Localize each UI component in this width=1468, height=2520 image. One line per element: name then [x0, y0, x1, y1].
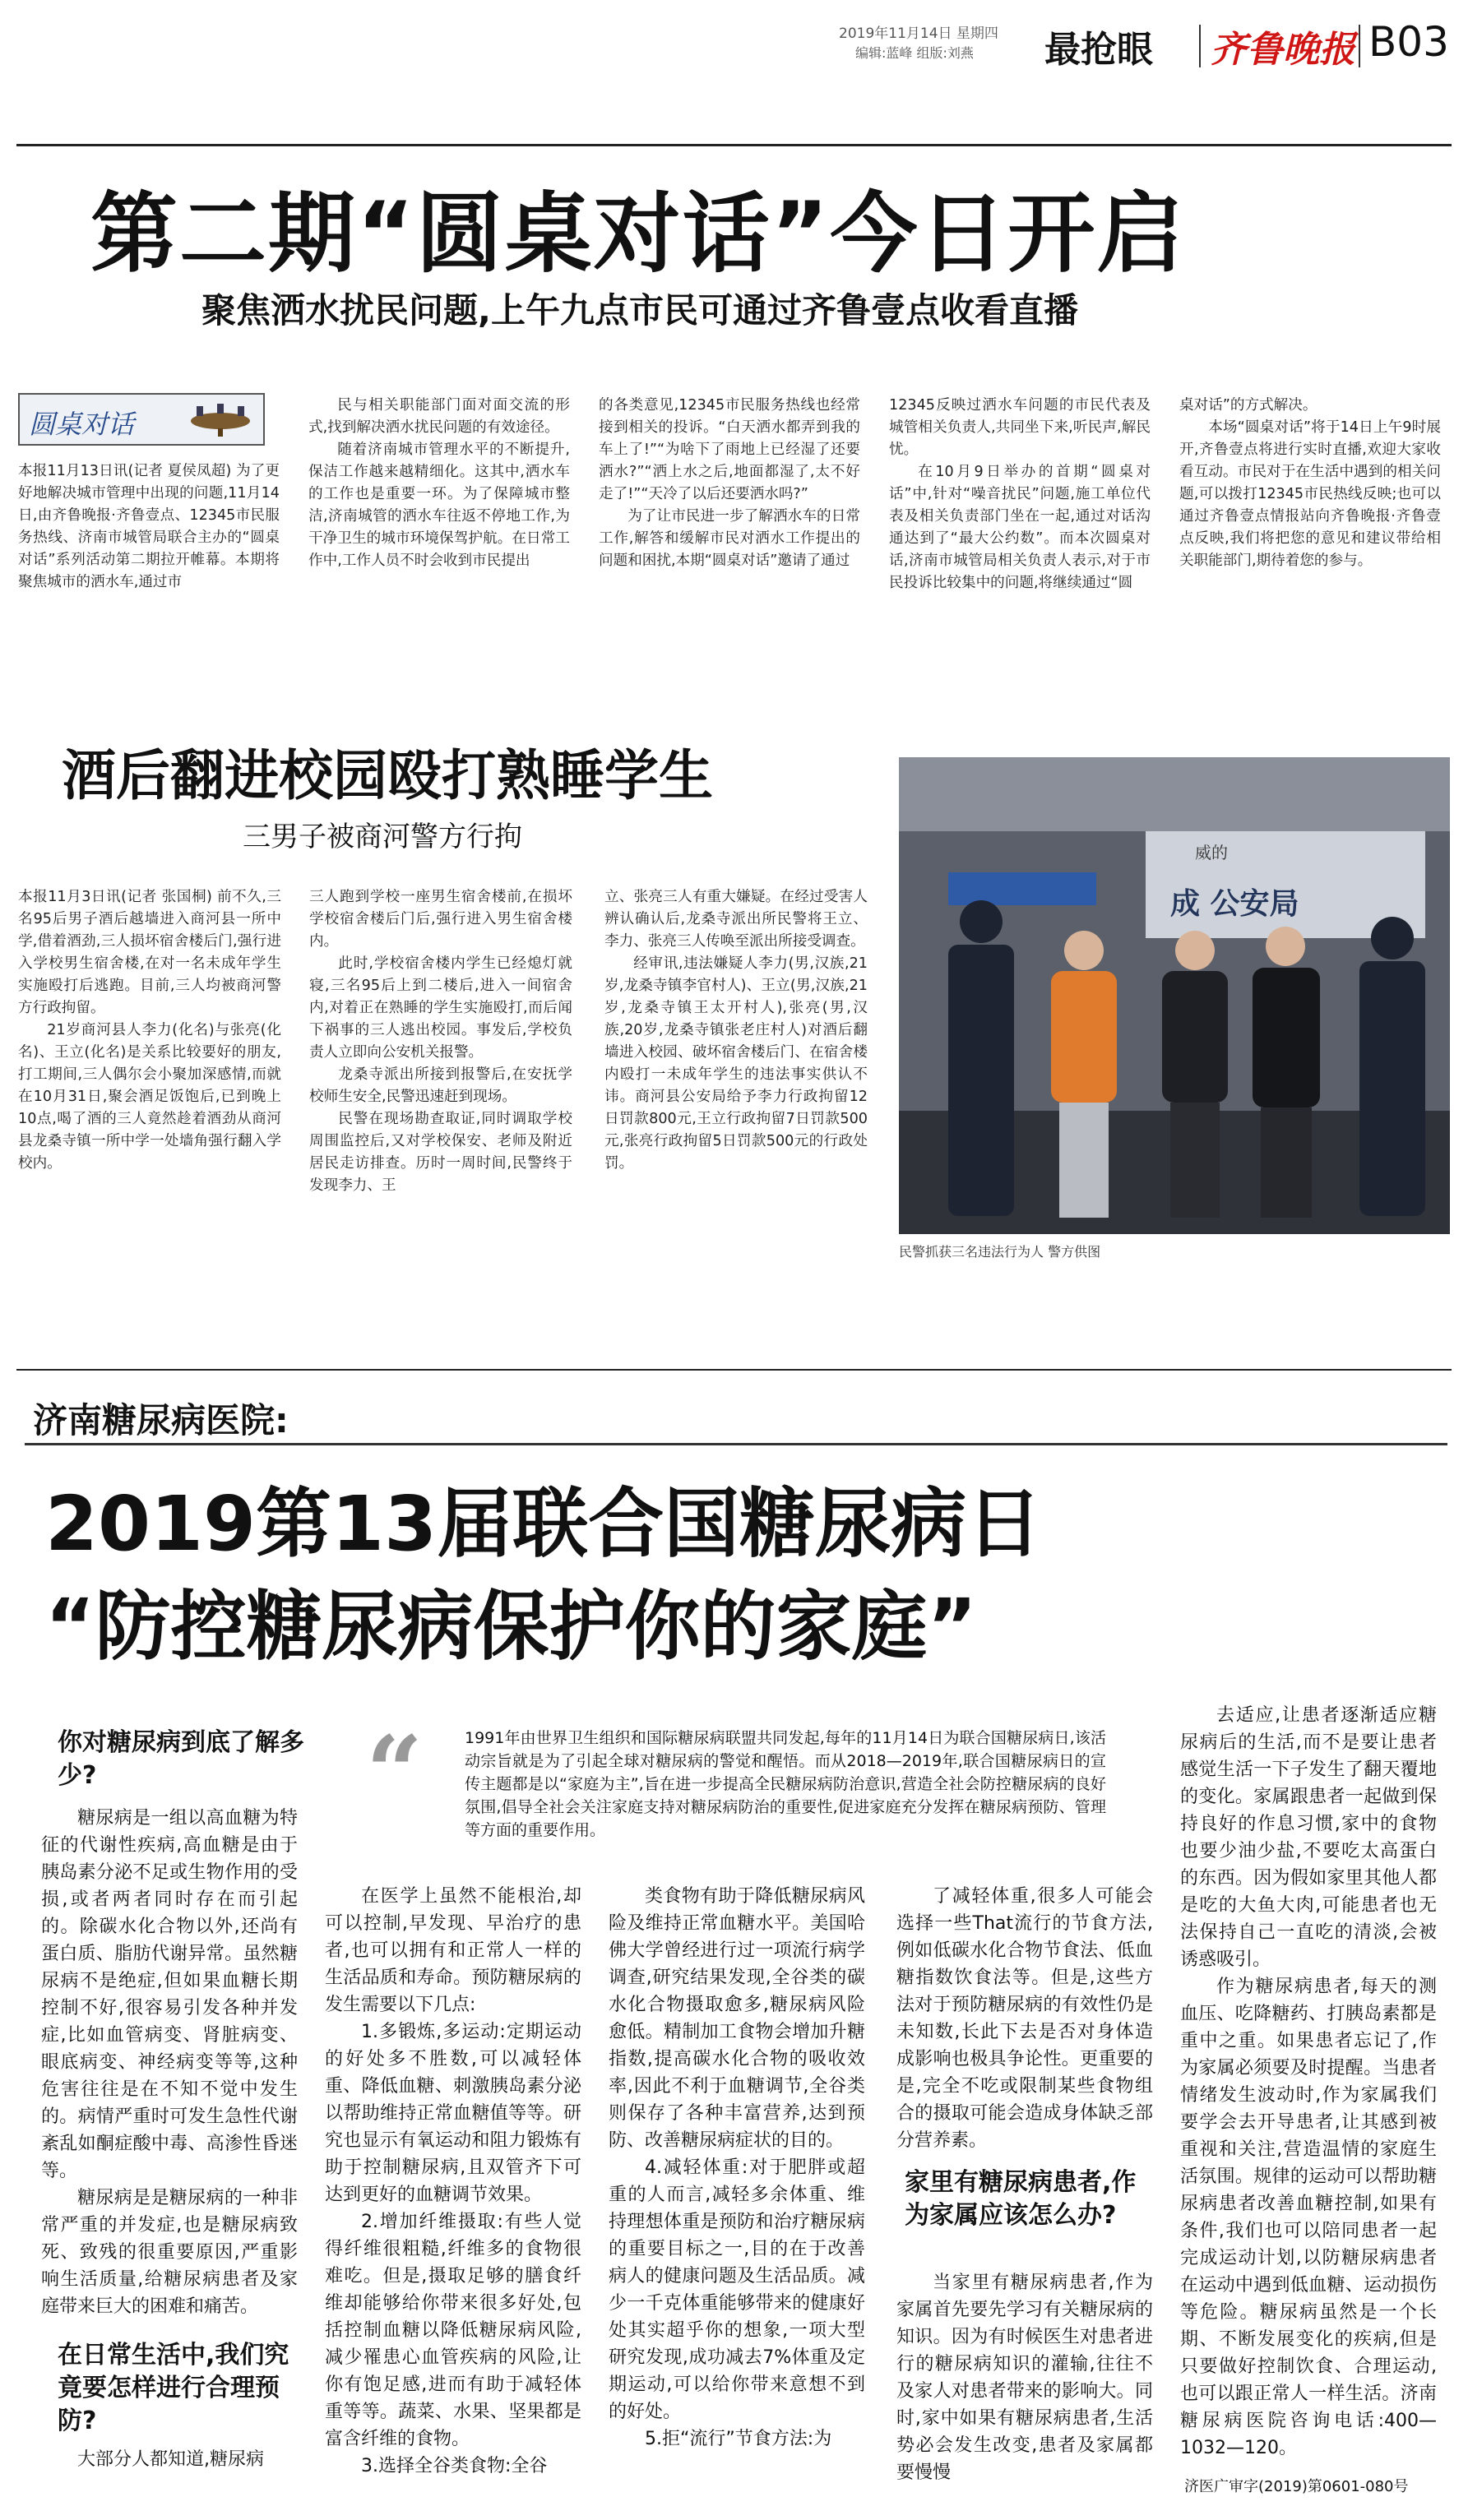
ad-headline-2: “防控糖尿病保护你的家庭” [45, 1583, 977, 1671]
photo-caption: 民警抓获三名违法行为人 警方供图 [899, 1244, 1101, 1260]
ad-column-5: 去适应,让患者逐渐适应糖尿病后的生活,而不是要让患者感觉生活一下子发生了翻天覆地的变化。家属跟患者一起做到保持良好的作息习惯,家中的食物也要少油少盐,不要吃太高蛋白的东西。因为假如家里其他人都是吃的大鱼大肉,可能患者也无法保持自己一直吃的清淡,会被诱惑吸引。 作为糖尿病患者,每天的测血压、吃降糖药、打胰岛素都是重中之重。如果患者忘记了,作为家属必须要及时提醒。当患者情绪发生波动时,作为家属我们要学会去开导患者,让其感到被重视和关注,营造温情的家庭生活氛围。规律的运动可以帮助糖尿病患者改善血糖控制,如果有条件,我们也可以陪同患者一起完成运动计划,以防糖尿病患者在运动中遇到低血糖、运动损伤等危险。糖尿病虽然是一个长期、不断发展变化的疾病,但是只要做好控制饮食、合理运动,也可以跟正常人一样生活。济南糖尿病医院咨询电话:400—1032—120。 [1180, 1702, 1437, 2458]
round-table-logo-text: 圆桌对话 [29, 409, 135, 440]
masthead-divider [1359, 25, 1360, 67]
ad-intro: 1991年由世界卫生组织和国际糖尿病联盟共同发起,每年的11月14日为联合国糖尿病日,该活动宗旨就是为了引起全球对糖尿病的警觉和醒悟。而从2018—2019年,联合国糖尿病日的宣传主题都是以“家庭为主”,旨在进一步提高全民糖尿病防治意识,营造全社会防控糖尿病的良好氛围,倡导全社会关注家庭支持对糖尿病防治的重要性,促进家庭充分发挥在糖尿病预防、管理等方面的重要作用。 [465, 1729, 1106, 1839]
paragraph: 经审讯,违法嫌疑人李力(男,汉族,21岁,龙桑寺镇李官村人)、王立(男,汉族,21岁,龙桑寺镇王太开村人),张亮(男,汉族,20岁,龙桑寺镇张老庄村人)对酒后翻墙进入校园、破坏宿舍楼后门、在宿舍楼内殴打一未成年学生的违法事实供认不讳。商河县公安局给予李力行政拘留12日罚款800元,王立行政拘留7日罚款500元,张亮行政拘留5日罚款500元的行政处罚。 [604, 955, 868, 1172]
article1-column-2: 民与相关职能部门面对面交流的形式,找到解决洒水扰民问题的有效途径。 随着济南城市管理水平的不断提升,保洁工作越来越精细化。这其中,洒水车的工作也是重要一环。为了保障城市整洁,济南城管的洒水车往返不停地工作,为干净卫生的城市环境保驾护航。在日常工作中,工作人员不时会收到市民提出 [308, 395, 570, 682]
article1-column-5: 桌对话”的方式解决。 本场“圆桌对话”将于14日上午9时展开,齐鲁壹点将进行实时直播,欢迎大家收看互动。市民对于在生活中遇到的相关问题,可以拨打12345市民热线反映;也可以通过齐鲁壹点情报站向齐鲁晚报·齐鲁壹点反映,我们将把您的意见和建议带给相关职能部门,期待着您的参与。 [1179, 395, 1441, 682]
article1-subheadline: 聚焦洒水扰民问题,上午九点市民可通过齐鲁壹点收看直播 [201, 290, 1078, 331]
issue-date: 2019年11月14日 星期四 [839, 25, 998, 42]
paragraph: 为了让市民进一步了解洒水车的日常工作,解答和缓解市民对洒水工作提出的问题和困扰,本期“圆桌对话”邀请了通过 [599, 508, 860, 569]
paragraph: 随着济南城市管理水平的不断提升,保洁工作越来越精细化。这其中,洒水车的工作也是重要一环。为了保障城市整洁,济南城管的洒水车往返不停地工作,为干净卫生的城市环境保驾护航。在日常工作中,工作人员不时会收到市民提出 [308, 442, 570, 569]
editor-credits: 编辑:蓝峰 组版:刘燕 [855, 45, 974, 61]
section-name: 最抢眼 [1044, 29, 1153, 71]
paragraph: 2.增加纤维摄取:有些人觉得纤维很粗糙,纤维多的食物很难吃。但是,摄取足够的膳食纤维却能够给你带来很多好处,包括控制血糖以降低糖尿病风险,减少罹患心血管疾病的风险,让你有饱足感,进而有助于减轻体重等等。蔬菜、水果、坚果都是富含纤维的食物。 [325, 2212, 581, 2449]
paragraph: 本场“圆桌对话”将于14日上午9时展开,齐鲁壹点将进行实时直播,欢迎大家收看互动。市民对于在生活中遇到的相关问题,可以拨打12345市民热线反映;也可以通过齐鲁壹点情报站向齐鲁晚报·齐鲁壹点反映,我们将把您的意见和建议带给相关职能部门,期待着您的参与。 [1179, 419, 1441, 569]
paragraph: 5.拒“流行”节食方法:为 [645, 2429, 832, 2449]
ad-column-1-tail: 大部分人都知道,糖尿病 [77, 2449, 264, 2470]
paragraph: 1.多锻炼,多运动:定期运动的好处多不胜数,可以减轻体重、降低血糖、刺激胰岛素分泌以帮助维持正常血糖值等等。研究也显示有氧运动和阻力锻炼有助于控制糖尿病,且双管齐下可达到更好的血糖调节效果。 [325, 2022, 581, 2205]
ad-column-4: 了减轻体重,很多人可能会选择一些That流行的节食方法,例如低碳水化合物节食法、低血糖指数饮食法等。但是,这些方法对于预防糖尿病的有效性仍是未知数,长此下去是否对身体造成影响也极具争论性。更重要的是,完全不吃或限制某些食物组合的摄取可能会造成身体缺乏部分营养素。 [896, 1886, 1153, 2151]
ad-column-1: 糖尿病是一组以高血糖为特征的代谢性疾病,高血糖是由于胰岛素分泌不足或生物作用的受损,或者两者同时存在而引起的。除碳水化合物以外,还尚有蛋白质、脂肪代谢异常。虽然糖尿病不是绝症,但如果血糖长期控制不好,很容易引发各种并发症,比如血管病变、肾脏病变、眼底病变、神经病变等等,这种危害往往是在不知不觉中发生的。病情严重时可发生急性代谢紊乱如酮症酸中毒、高渗性昏迷等。 糖尿病是是糖尿病的一种非常严重的并发症,也是糖尿病致死、致残的很重要原因,严重影响生活质量,给糖尿病患者及家庭带来巨大的困难和痛苦。 [41, 1805, 298, 2331]
article1-headline: 第二期“圆桌对话”今日开启 [90, 183, 1186, 284]
paragraph: 21岁商河县人李力(化名)与张亮(化名)、王立(化名)是关系比较要好的朋友,打工期间,三人偶尔会小聚加深感情,而就在10月31日,聚会酒足饭饱后,已到晚上10点,喝了酒的三人竟然趁着酒劲从商河县龙桑寺镇一所中学一处墙角强行翻入学校内。 [18, 1022, 281, 1172]
article2-column-2: 三人跑到学校一座男生宿舍楼前,在损坏学校宿舍楼后门后,强行进入男生宿舍楼内。 此时,学校宿舍楼内学生已经熄灯就寝,三名95后上到二楼后,进入一间宿舍内,对着正在熟睡的学生实施殴打,而后闻下祸事的三人逃出校园。事发后,学校负责人立即向公安机关报警。 龙桑寺派出所接到报警后,在安抚学校师生安全,民警迅速赶到现场。 民警在现场勘查取证,同时调取学校周围监控后,又对学校保安、老师及附近居民走访排查。历时一周时间,民警终于发现李力、王 [309, 886, 572, 1347]
ad-question-3: 家里有糖尿病患者,作为家属应该怎么办? [905, 2168, 1137, 2230]
ad-approval-number: 济医广审字(2019)第0601-080号 [1184, 2478, 1409, 2495]
ad-column-2: 在医学上虽然不能根治,却可以控制,早发现、早治疗的患者,也可以拥有和正常人一样的生活品质和寿命。预防糖尿病的发生需要以下几点: 1.多锻炼,多运动:定期运动的好处多不胜数,可以减轻体重、降低血糖、刺激胰岛素分泌以帮助维持正常血糖值等等。研究也显示有氧运动和阻力锻炼有助于控制糖尿病,且双管齐下可达到更好的血糖调节效果。 2.增加纤维摄取:有些人觉得纤维很粗糙,纤维多的食物很难吃。但是,摄取足够的膳食纤维却能够给你带来很多好处,包括控制血糖以降低糖尿病风险,减少罹患心血管疾病的风险,让你有饱足感,进而有助于减轻体重等等。蔬菜、水果、坚果都是富含纤维的食物。 3.选择全谷类食物:全谷 [325, 1883, 581, 2487]
police-sign-text: 成 公安局 [1170, 887, 1299, 921]
paragraph: 民警在现场勘查取证,同时调取学校周围监控后,又对学校保安、老师及附近居民走访排查。历时一周时间,民警终于发现李力、王 [309, 1111, 572, 1194]
article1-column-3: 的各类意见,12345市民服务热线也经常接到相关的投诉。“白天洒水都弄到我的车上了!”“为啥下了雨地上已经湿了还要洒水?”“洒上水之后,地面都湿了,太不好走了!”“天冷了以后还要洒水吗?” 为了让市民进一步了解洒水车的日常工作,解答和缓解市民对洒水工作提出的问题和困扰,本期“圆桌对话”邀请了通过 [599, 395, 860, 682]
quote-mark-icon: “ [366, 1714, 424, 1830]
article1-column-1: 本报11月13日讯(记者 夏侯凤超) 为了更好地解决城市管理中出现的问题,11月14日,由齐鲁晚报·齐鲁壹点、12345市民服务热线、济南市城管局联合主办的“圆桌对话”系列活动第二期拉开帷幕。本期将聚焦城市的洒水车,通过市 [18, 463, 280, 590]
newspaper-logo: 齐鲁晚报 [1211, 29, 1355, 71]
paragraph: 此时,学校宿舍楼内学生已经熄灯就寝,三名95后上到二楼后,进入一间宿舍内,对着正在熟睡的学生实施殴打,而后闻下祸事的三人逃出校园。事发后,学校负责人立即向公安机关报警。 [309, 955, 572, 1061]
article2-column-1: 本报11月3日讯(记者 张国桐) 前不久,三名95后男子酒后越墙进入商河县一所中学,借着酒劲,三人损坏宿舍楼后门,强行进入学校男生宿舍楼,在对一名未成年学生实施殴打后逃跑。目前,三人均被商河警方行政拘留。 21岁商河县人李力(化名)与张亮(化名)、王立(化名)是关系比较要好的朋友,打工期间,三人偶尔会小聚加深感情,而就在10月31日,聚会酒足饭饱后,已到晚上10点,喝了酒的三人竟然趁着酒劲从商河县龙桑寺镇一所中学一处墙角强行翻入学校内。 [18, 886, 281, 1347]
article1-column-4: 12345反映过洒水车问题的市民代表及城管相关负责人,共同坐下来,听民声,解民忧。 在10月9日举办的首期“圆桌对话”中,针对“噪音扰民”问题,施工单位代表及相关负责部门坐在一起,通过对话沟通达到了“最大公约数”。而本次圆桌对话,济南市城管局相关负责人表示,对于市民投诉比较集中的问题,将继续通过“圆 [889, 395, 1151, 682]
ad-question-1: 你对糖尿病到底了解多少? [58, 1728, 304, 1790]
article2-headline: 酒后翻进校园殴打熟睡学生 [62, 744, 713, 807]
paragraph: 龙桑寺派出所接到报警后,在安抚学校师生安全,民警迅速赶到现场。 [309, 1066, 572, 1105]
header-rule [16, 144, 1452, 146]
paragraph: 糖尿病是是糖尿病的一种非常严重的并发症,也是糖尿病致死、致残的很重要原因,严重影响生活质量,给糖尿病患者及家庭带来巨大的困难和痛苦。 [41, 2188, 298, 2317]
article2-column-3: 立、张亮三人有重大嫌疑。在经过受害人辨认确认后,龙桑寺派出所民警将王立、李力、张亮三人传唤至派出所接受调查。 经审讯,违法嫌疑人李力(男,汉族,21岁,龙桑寺镇李官村人)、王立(男,汉族,21岁,龙桑寺镇王太开村人),张亮(男,汉族,20岁,龙桑寺镇张老庄村人)对酒后翻墙进入校园、破坏宿舍楼后门、在宿舍楼内殴打一未成年学生的违法事实供认不讳。商河县公安局给予李力行政拘留12日罚款800元,王立行政拘留7日罚款500元,张亮行政拘留5日罚款500元的行政处罚。 [604, 886, 868, 1347]
paragraph: 作为糖尿病患者,每天的测血压、吃降糖药、打胰岛素都是重中之重。如果患者忘记了,作为家属必须要及时提醒。当患者情绪发生波动时,作为家属我们要学会去开导患者,让其感到被重视和关注,营造温情的家庭生活氛围。规律的运动可以帮助糖尿病患者改善血糖控制,如果有条件,我们也可以陪同患者一起完成运动计划,以防糖尿病患者在运动中遇到低血糖、运动损伤等危险。糖尿病虽然是一个长期、不断发展变化的疾病,但是只要做好控制饮食、合理运动,也可以跟正常人一样生活。济南糖尿病医院咨询电话:400—1032—120。 [1180, 1977, 1437, 2458]
article2-subheadline: 三男子被商河警方行拘 [243, 821, 522, 853]
ad-rule [25, 1443, 1447, 1445]
page-number: B03 [1368, 18, 1449, 66]
section-rule [16, 1369, 1452, 1371]
masthead-divider [1199, 25, 1201, 67]
police-sign-small: 威的 [1195, 843, 1228, 862]
paragraph: 3.选择全谷类食物:全谷 [361, 2456, 548, 2476]
police-photo [899, 757, 1450, 1234]
paragraph: 4.减轻体重:对于肥胖或超重的人而言,减轻多余体重、维持理想体重是预防和治疗糖尿病的重要目标之一,目的在于改善病人的健康问题及生活品质。减少一千克体重能够带来的健康好处其实超乎你的想象,一项大型研究发现,成功减去7%体重及定期运动,可以给你带来意想不到的好处。 [609, 2157, 865, 2422]
ad-column-3: 类食物有助于降低糖尿病风险及维持正常血糖水平。美国哈佛大学曾经进行过一项流行病学调查,研究结果发现,全谷类的碳水化合物摄取愈多,糖尿病风险愈低。精制加工食物会增加升糖指数,提高碳水化合物的吸收效率,因此不利于血糖调节,全谷类则保存了各种丰富营养,达到预防、改善糖尿病症状的目的。 4.减轻体重:对于肥胖或超重的人而言,减轻多余体重、维持理想体重是预防和治疗糖尿病的重要目标之一,目的在于改善病人的健康问题及生活品质。减少一千克体重能够带来的健康好处其实超乎你的想象,一项大型研究发现,成功减去7%体重及定期运动,可以给你带来意想不到的好处。 5.拒“流行”节食方法:为 [609, 1883, 865, 2487]
ad-column-4-lower: 当家里有糖尿病患者,作为家属首先要先学习有关糖尿病的知识。因为有时候医生对患者进行的糖尿病知识的灌输,往往不及家人对患者带来的影响大。同时,家中如果有糖尿病患者,生活势必会发生改变,患者及家属都要慢慢 [896, 2273, 1153, 2483]
ad-question-2: 在日常生活中,我们究竟要怎样进行合理预防? [58, 2341, 289, 2435]
paragraph: 在10月9日举办的首期“圆桌对话”中,针对“噪音扰民”问题,施工单位代表及相关负责部门坐在一起,通过对话沟通达到了“最大公约数”。而本次圆桌对话,济南市城管局相关负责人表示,对于市民投诉比较集中的问题,将继续通过“圆 [889, 464, 1151, 591]
round-table-icon [185, 401, 256, 437]
ad-headline-1: 2019第13届联合国糖尿病日 [45, 1480, 1043, 1568]
ad-kicker: 济南糖尿病医院: [33, 1400, 289, 1440]
